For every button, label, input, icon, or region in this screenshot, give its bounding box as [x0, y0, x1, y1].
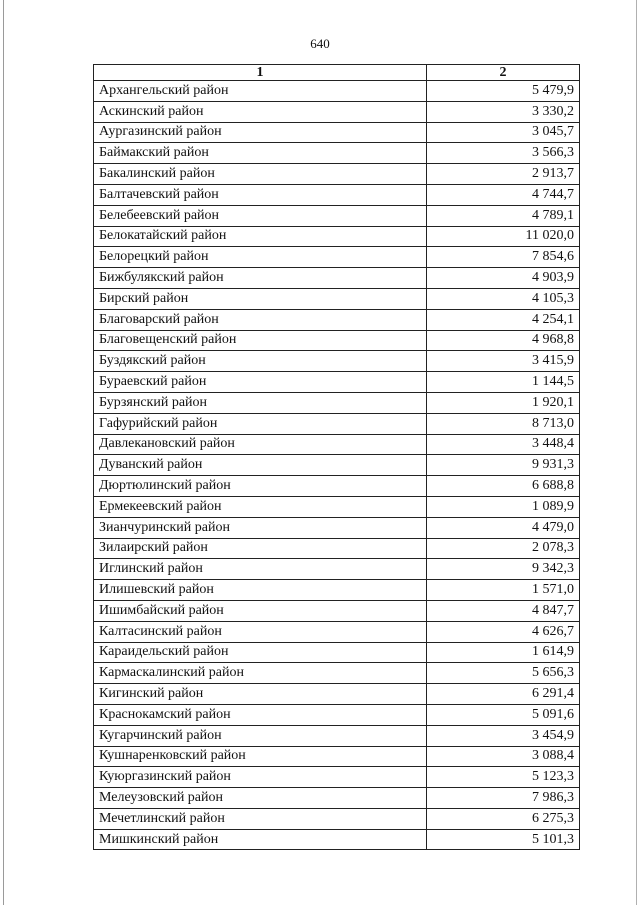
table-row	[94, 684, 580, 705]
table-row	[94, 746, 580, 767]
value-cell: 5 123,3	[427, 767, 580, 788]
table-row	[94, 704, 580, 725]
district-name-cell: Благовещенский район	[94, 330, 427, 351]
district-name-cell: Кушнаренковский район	[94, 746, 427, 767]
district-name-cell: Мишкинский район	[94, 829, 427, 850]
value-cell: 5 091,6	[427, 704, 580, 725]
value-cell: 5 479,9	[427, 81, 580, 102]
value-cell: 9 931,3	[427, 455, 580, 476]
value-cell: 5 656,3	[427, 663, 580, 684]
column-header-2: 2	[427, 65, 580, 81]
table-row	[94, 164, 580, 185]
column-header-1: 1	[94, 65, 427, 81]
value-cell: 6 291,4	[427, 684, 580, 705]
district-name-cell: Калтасинский район	[94, 621, 427, 642]
scan-edge-left	[3, 0, 4, 905]
district-name-cell: Ишимбайский район	[94, 600, 427, 621]
value-cell: 8 713,0	[427, 413, 580, 434]
district-name-cell: Буздякский район	[94, 351, 427, 372]
district-name-cell: Куюргазинский район	[94, 767, 427, 788]
district-name-cell: Бураевский район	[94, 372, 427, 393]
value-cell: 1 920,1	[427, 392, 580, 413]
value-cell: 1 571,0	[427, 580, 580, 601]
table-row	[94, 808, 580, 829]
table-row	[94, 538, 580, 559]
table-row	[94, 580, 580, 601]
table-row	[94, 559, 580, 580]
district-name-cell: Бирский район	[94, 288, 427, 309]
district-name-cell: Балтачевский район	[94, 184, 427, 205]
district-table	[93, 64, 580, 850]
table-row	[94, 788, 580, 809]
table-row	[94, 226, 580, 247]
table-row	[94, 143, 580, 164]
table-row	[94, 829, 580, 850]
value-cell: 2 913,7	[427, 164, 580, 185]
table-row	[94, 413, 580, 434]
value-cell: 1 144,5	[427, 372, 580, 393]
district-name-cell: Караидельский район	[94, 642, 427, 663]
district-name-cell: Дуванский район	[94, 455, 427, 476]
district-name-cell: Кигинский район	[94, 684, 427, 705]
table-row	[94, 767, 580, 788]
value-cell: 4 479,0	[427, 517, 580, 538]
value-cell: 4 254,1	[427, 309, 580, 330]
value-cell: 11 020,0	[427, 226, 580, 247]
table-row	[94, 392, 580, 413]
table-row	[94, 122, 580, 143]
table-row	[94, 496, 580, 517]
table-row	[94, 351, 580, 372]
district-name-cell: Кугарчинский район	[94, 725, 427, 746]
table-row	[94, 663, 580, 684]
table-row	[94, 372, 580, 393]
table-row	[94, 725, 580, 746]
district-name-cell: Белебеевский район	[94, 205, 427, 226]
district-name-cell: Дюртюлинский район	[94, 476, 427, 497]
district-name-cell: Кармаскалинский район	[94, 663, 427, 684]
table-header-row	[94, 65, 580, 81]
value-cell: 4 968,8	[427, 330, 580, 351]
value-cell: 4 903,9	[427, 268, 580, 289]
table-row	[94, 434, 580, 455]
table-row	[94, 600, 580, 621]
table-row	[94, 330, 580, 351]
value-cell: 4 847,7	[427, 600, 580, 621]
value-cell: 1 089,9	[427, 496, 580, 517]
district-name-cell: Белорецкий район	[94, 247, 427, 268]
table-row	[94, 81, 580, 102]
district-name-cell: Баймакский район	[94, 143, 427, 164]
district-name-cell: Краснокамский район	[94, 704, 427, 725]
value-cell: 2 078,3	[427, 538, 580, 559]
district-name-cell: Иглинский район	[94, 559, 427, 580]
scan-edge-right	[636, 0, 637, 905]
district-name-cell: Аскинский район	[94, 101, 427, 122]
value-cell: 3 088,4	[427, 746, 580, 767]
value-cell: 5 101,3	[427, 829, 580, 850]
table-row	[94, 205, 580, 226]
table-row	[94, 247, 580, 268]
value-cell: 9 342,3	[427, 559, 580, 580]
value-cell: 1 614,9	[427, 642, 580, 663]
district-name-cell: Белокатайский район	[94, 226, 427, 247]
table-row	[94, 184, 580, 205]
value-cell: 3 045,7	[427, 122, 580, 143]
district-name-cell: Бурзянский район	[94, 392, 427, 413]
value-cell: 7 986,3	[427, 788, 580, 809]
district-name-cell: Зилаирский район	[94, 538, 427, 559]
district-name-cell: Зианчуринский район	[94, 517, 427, 538]
table-body	[94, 81, 580, 850]
value-cell: 3 415,9	[427, 351, 580, 372]
table-row	[94, 309, 580, 330]
value-cell: 4 626,7	[427, 621, 580, 642]
district-name-cell: Бижбулякский район	[94, 268, 427, 289]
table-row	[94, 268, 580, 289]
table-row	[94, 288, 580, 309]
table-row	[94, 621, 580, 642]
value-cell: 4 105,3	[427, 288, 580, 309]
table-row	[94, 476, 580, 497]
table-row	[94, 455, 580, 476]
page-number: 640	[310, 36, 330, 51]
value-cell: 7 854,6	[427, 247, 580, 268]
district-name-cell: Давлекановский район	[94, 434, 427, 455]
value-cell: 3 448,4	[427, 434, 580, 455]
value-cell: 4 744,7	[427, 184, 580, 205]
district-name-cell: Благоварский район	[94, 309, 427, 330]
district-name-cell: Архангельский район	[94, 81, 427, 102]
value-cell: 3 454,9	[427, 725, 580, 746]
district-name-cell: Гафурийский район	[94, 413, 427, 434]
value-cell: 4 789,1	[427, 205, 580, 226]
district-name-cell: Мечетлинский район	[94, 808, 427, 829]
value-cell: 3 566,3	[427, 143, 580, 164]
district-name-cell: Аургазинский район	[94, 122, 427, 143]
value-cell: 6 275,3	[427, 808, 580, 829]
district-name-cell: Мелеузовский район	[94, 788, 427, 809]
value-cell: 6 688,8	[427, 476, 580, 497]
table-row	[94, 517, 580, 538]
district-name-cell: Бакалинский район	[94, 164, 427, 185]
table-row	[94, 642, 580, 663]
table-row	[94, 101, 580, 122]
district-name-cell: Ермекеевский район	[94, 496, 427, 517]
value-cell: 3 330,2	[427, 101, 580, 122]
district-name-cell: Илишевский район	[94, 580, 427, 601]
